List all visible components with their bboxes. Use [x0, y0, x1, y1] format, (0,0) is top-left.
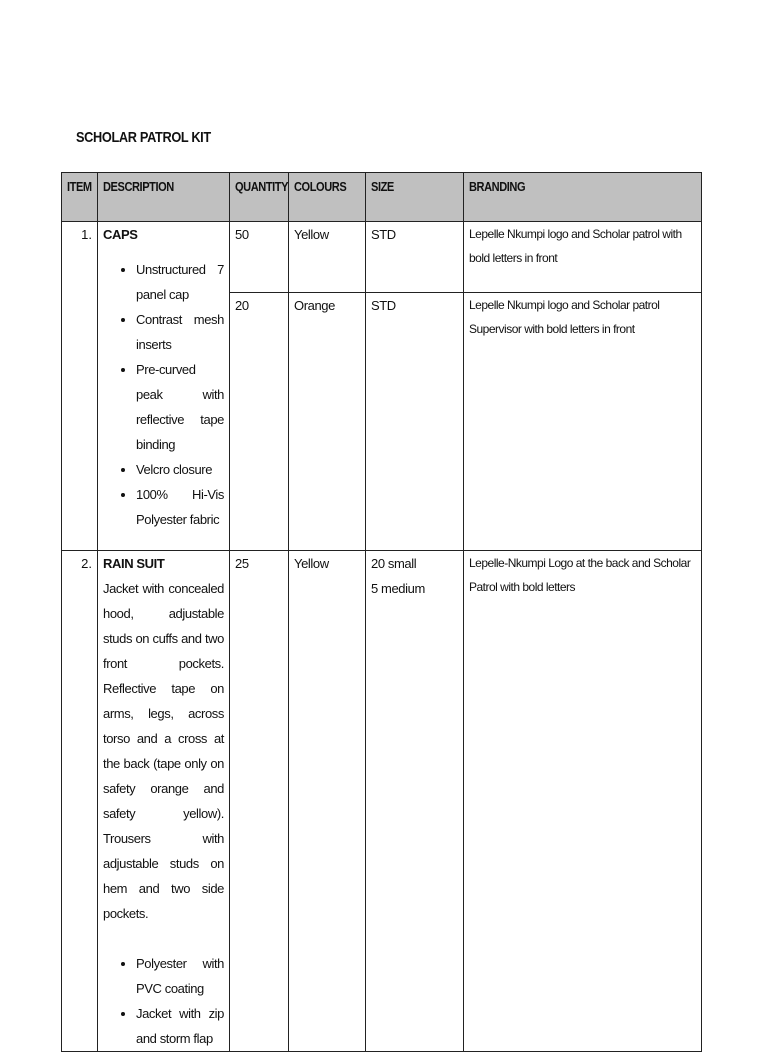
list-item: • Pre-curved peak with reflective tape binding [136, 357, 224, 457]
colour-cell: Orange [289, 293, 366, 551]
table-header-row [62, 173, 702, 222]
item-name: RAIN SUIT [103, 556, 165, 571]
colour-cell: Yellow [289, 551, 366, 1052]
feature-list [103, 257, 224, 532]
size-cell: STD [366, 293, 464, 551]
header-colours: COLOURS [289, 173, 366, 222]
item-description [98, 551, 230, 1052]
header-size: SIZE [366, 173, 464, 222]
item-description-text: Jacket with concealed hood, adjustable studs on cuffs and two front pockets. Reflective tape on arms, legs, across torso and a cross at the back (tape only on safety orange and safety yellow). Trousers with adjustable studs on hem and two side pockets. [103, 581, 224, 921]
quantity-cell: 20 [230, 293, 289, 551]
feature-list [103, 951, 224, 1051]
size-cell [366, 551, 464, 1052]
list-item: • Polyester with PVC coating [136, 951, 224, 1001]
size-cell: STD [366, 222, 464, 293]
list-item: • 100% Hi-Vis Polyester fabric [136, 482, 224, 532]
size-line: 20 small [371, 556, 417, 571]
list-item: • Jacket with zip and storm flap [136, 1001, 224, 1051]
branding-cell: Lepelle-Nkumpi Logo at the back and Scholar Patrol with bold letters [464, 551, 702, 1052]
item-name: CAPS [103, 227, 138, 242]
header-branding: BRANDING [464, 173, 702, 222]
colour-cell: Yellow [289, 222, 366, 293]
quantity-cell: 50 [230, 222, 289, 293]
scholar-patrol-kit-table [61, 172, 702, 1052]
table-row [62, 222, 702, 293]
list-item: • Velcro closure [136, 457, 224, 482]
branding-cell: Lepelle Nkumpi logo and Scholar patrol with bold letters in front [464, 222, 702, 293]
header-item: ITEM [62, 173, 98, 222]
item-number: 1. [62, 222, 98, 551]
size-line: 5 medium [371, 581, 425, 596]
header-quantity: QUANTITY [230, 173, 289, 222]
header-description: DESCRIPTION [98, 173, 230, 222]
document-title: SCHOLAR PATROL KIT [76, 129, 211, 146]
list-item: • Contrast mesh inserts [136, 307, 224, 357]
item-description [98, 222, 230, 551]
branding-cell: Lepelle Nkumpi logo and Scholar patrol Supervisor with bold letters in front [464, 293, 702, 551]
list-item: • Unstructured 7 panel cap [136, 257, 224, 307]
table-row [62, 551, 702, 1052]
quantity-cell: 25 [230, 551, 289, 1052]
item-number: 2. [62, 551, 98, 1052]
